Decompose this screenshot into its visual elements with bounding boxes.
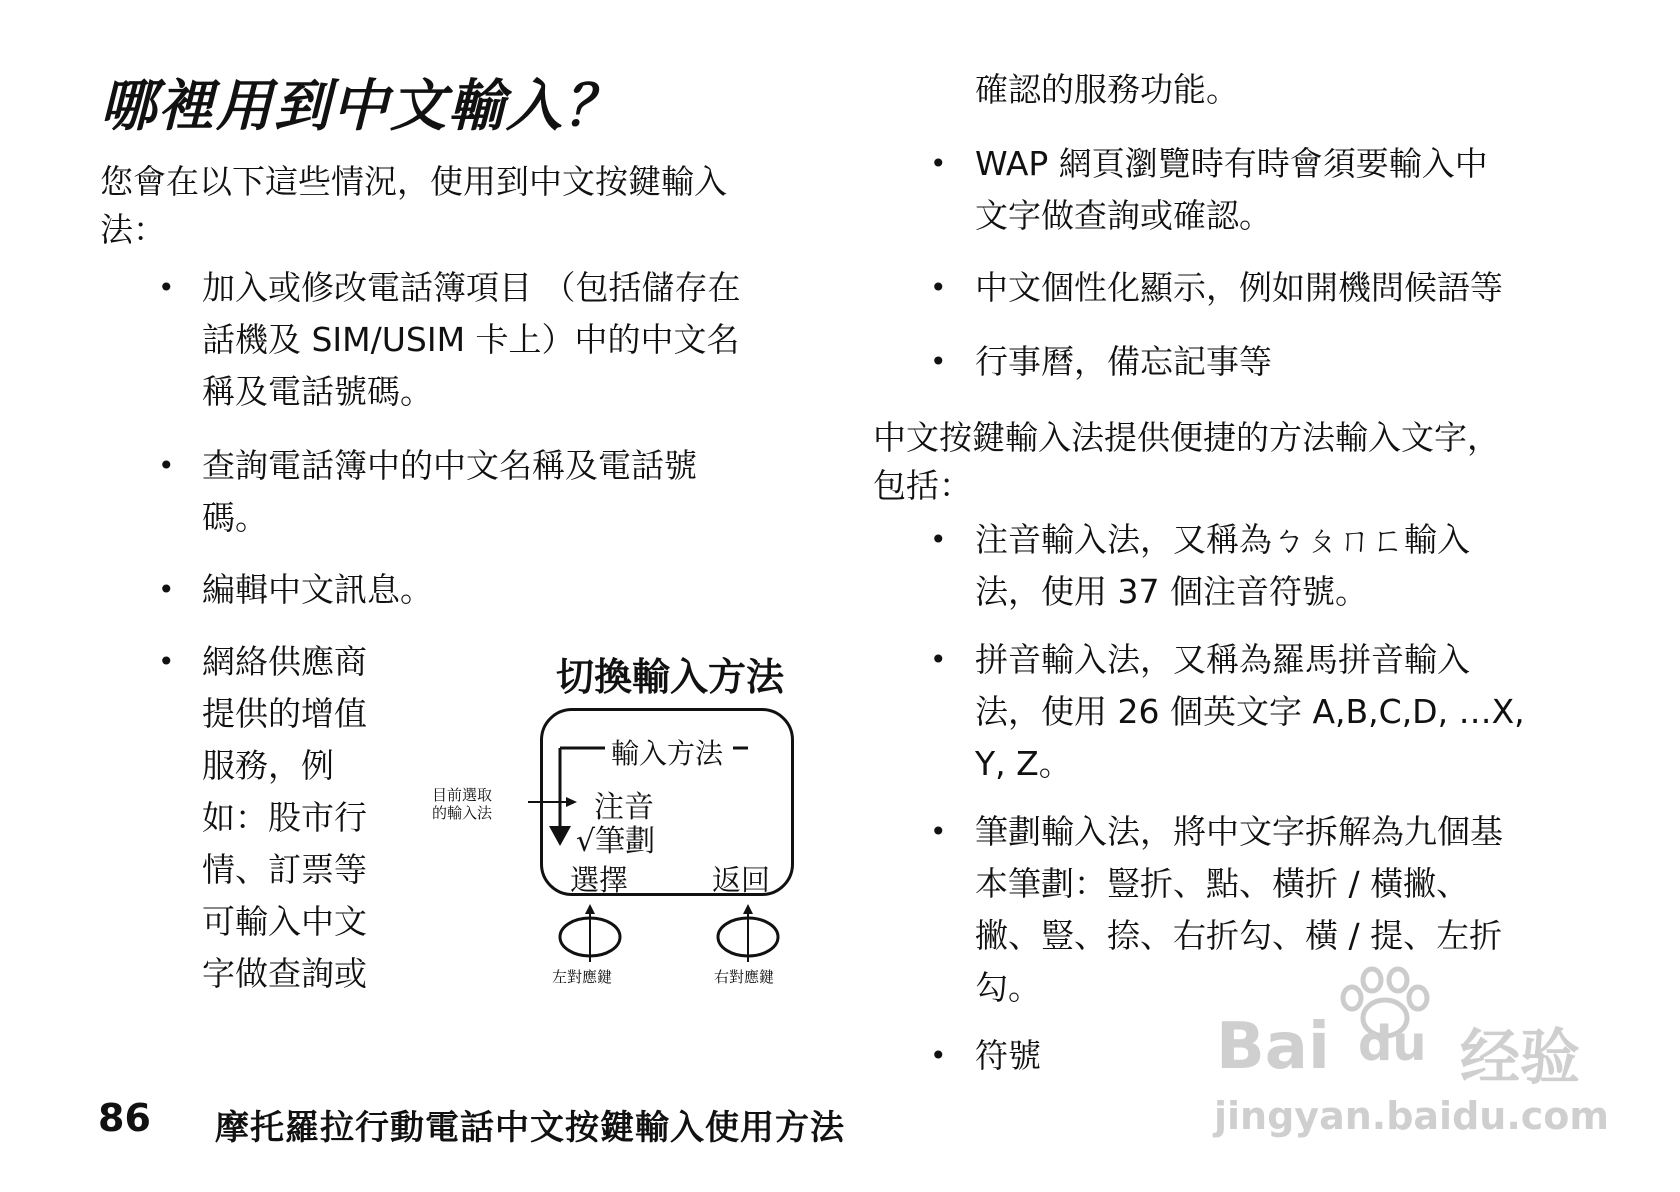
list-item-line: 法，使用 26 個英文字 A,B,C,D, …X, <box>975 692 1525 731</box>
methods-intro-line: 包括： <box>873 466 972 505</box>
list-item-line: 稱及電話號碼。 <box>202 372 433 411</box>
list-item-line: 勾。 <box>975 968 1041 1007</box>
bullet-icon: • <box>930 643 947 676</box>
list-item-line: 字做查詢或 <box>202 954 367 993</box>
down-arrow-icon <box>549 826 571 846</box>
methods-intro <box>873 414 1500 510</box>
bullet-icon: • <box>158 645 175 678</box>
list-item-line: 提供的增值 <box>202 694 367 733</box>
intro-line: 法： <box>100 210 166 249</box>
current-method-label-line: 的輸入法 <box>432 804 493 822</box>
list-item-line: 查詢電話簿中的中文名稱及電話號 <box>202 446 697 485</box>
list-item-line: 撇、豎、捺、右折勾、橫 / 提、左折 <box>975 916 1503 955</box>
list-item-line: 網絡供應商 <box>202 642 367 681</box>
list-item-line: 編輯中文訊息。 <box>202 570 433 609</box>
list-item-line: 注音輸入法，又稱為ㄅㄆㄇㄈ輸入 <box>975 520 1470 559</box>
bullet-icon: • <box>930 523 947 556</box>
list-item-line: 碼。 <box>202 498 268 537</box>
watermark-brand: Bai <box>1216 1010 1330 1084</box>
list-item-line: 加入或修改電話簿項目 （包括儲存在 <box>202 268 741 307</box>
list-item-line: 行事曆，備忘記事等 <box>975 342 1272 381</box>
list-item-line: Y, Z。 <box>975 744 1072 783</box>
current-method-label <box>432 786 492 822</box>
up-arrow-icon <box>585 904 595 914</box>
list-item-line: 本筆劃：豎折、點、橫折 / 橫撇、 <box>975 864 1470 903</box>
list-item-line: 筆劃輸入法，將中文字拆解為九個基 <box>975 812 1503 851</box>
diagram-title: 切換輸入方法 <box>556 655 785 699</box>
continuation-line: 確認的服務功能。 <box>975 70 1239 109</box>
bullet-icon: • <box>158 573 175 606</box>
intro-line: 您會在以下這些情況，使用到中文按鍵輸入 <box>100 162 727 201</box>
list-item-line: 符號 <box>975 1036 1041 1075</box>
bullet-icon: • <box>930 1039 947 1072</box>
list-item-line: 文字做查詢或確認。 <box>975 196 1272 235</box>
bullet-icon: • <box>930 345 947 378</box>
page-number: 86 <box>98 1096 151 1140</box>
list-item-line: 可輸入中文 <box>202 902 367 941</box>
list-item-line: 中文個性化顯示，例如開機問候語等 <box>975 268 1503 307</box>
bullet-icon: • <box>930 271 947 304</box>
list-item-line: 話機及 SIM/USIM 卡上）中的中文名 <box>202 320 740 359</box>
right-softkey-label: 返回 <box>712 863 771 897</box>
footer-title: 摩托羅拉行動電話中文按鍵輸入使用方法 <box>215 1108 845 1148</box>
left-key-label: 左對應鍵 <box>552 968 613 986</box>
list-item-line: 服務，例 <box>202 746 334 785</box>
watermark-brand-jingyan: 经验 <box>1460 1023 1580 1093</box>
list-item-line: WAP 網頁瀏覽時有時會須要輸入中 <box>975 144 1488 183</box>
current-method-label-line: 目前選取 <box>432 786 493 804</box>
watermark-url: jingyan.baidu.com <box>1214 1094 1609 1138</box>
watermark-brand-du: du <box>1358 1016 1427 1072</box>
menu-title: 輸入方法 <box>611 737 724 770</box>
right-key-label: 右對應鍵 <box>714 968 775 986</box>
bullet-icon: • <box>158 449 175 482</box>
page-title: 哪裡用到中文輸入？ <box>100 74 622 139</box>
list-item-line: 法，使用 37 個注音符號。 <box>975 572 1368 611</box>
menu-option-zhuyin: 注音 <box>594 790 654 825</box>
left-softkey-label: 選擇 <box>570 863 629 897</box>
list-item-line: 拼音輸入法，又稱為羅馬拼音輸入 <box>975 640 1470 679</box>
right-arrow-icon <box>566 797 577 807</box>
bullet-icon: • <box>930 815 947 848</box>
list-item-line: 情、訂票等 <box>202 850 367 889</box>
bullet-icon: • <box>930 147 947 180</box>
list-item-line: 如：股市行 <box>202 798 367 837</box>
menu-option-stroke: √筆劃 <box>576 824 656 859</box>
up-arrow-icon <box>743 904 753 914</box>
bullet-icon: • <box>158 271 175 304</box>
methods-intro-line: 中文按鍵輸入法提供便捷的方法輸入文字， <box>873 418 1500 457</box>
